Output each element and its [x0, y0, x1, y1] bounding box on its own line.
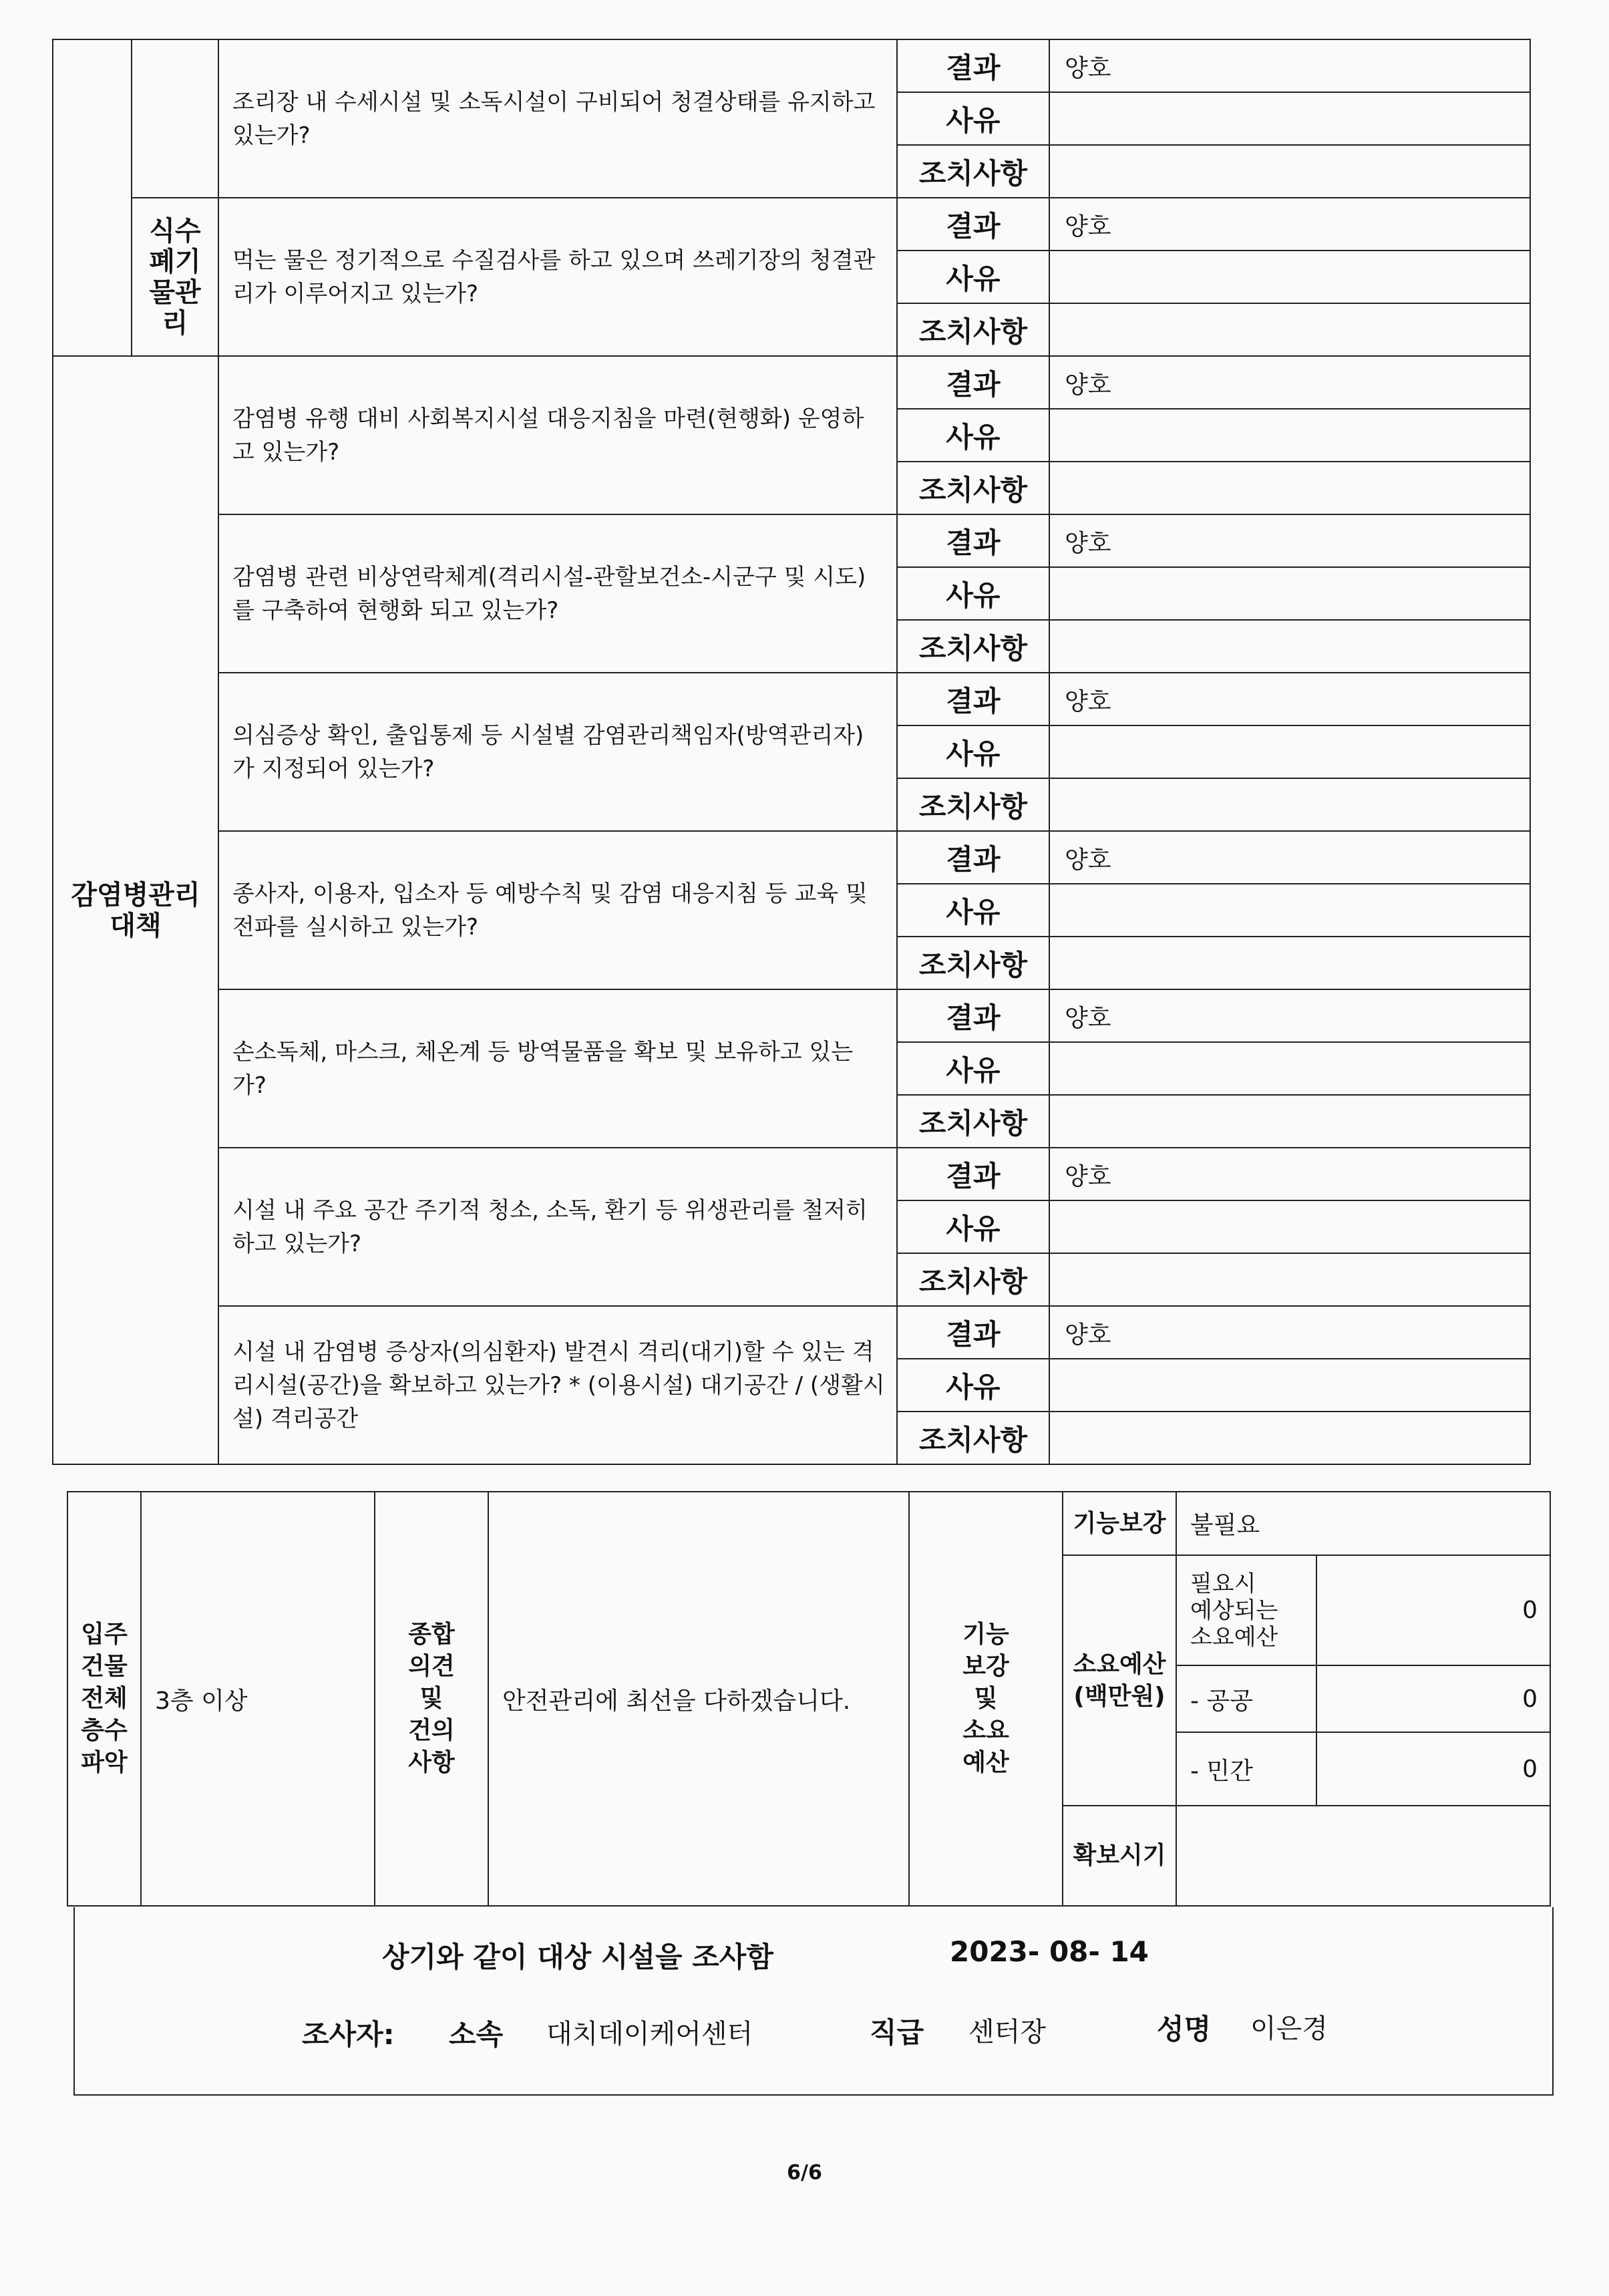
- result-label: 결과: [897, 989, 1049, 1042]
- category-infection: 감염병관리 대책: [53, 356, 218, 1464]
- question-text: 먹는 물은 정기적으로 수질검사를 하고 있으며 쓰레기장의 청결관리가 이루어지고 있는가?: [218, 198, 897, 356]
- func-label: 기능보강: [1063, 1492, 1176, 1555]
- action-label: 조치사항: [897, 145, 1049, 198]
- reason-value: [1049, 725, 1530, 778]
- result-value: 양호: [1049, 1148, 1530, 1200]
- affiliation-label: 소속: [449, 2018, 504, 2051]
- result-value: 양호: [1049, 1306, 1530, 1359]
- cost-label: 소요예산 (백만원): [1063, 1555, 1176, 1806]
- reason-value: [1049, 884, 1530, 937]
- result-value: 양호: [1049, 198, 1530, 251]
- budget-label: 기능 보강 및 소요 예산: [909, 1492, 1063, 1906]
- action-value: [1049, 620, 1530, 673]
- result-label: 결과: [897, 39, 1049, 92]
- result-label: 결과: [897, 198, 1049, 251]
- action-value: [1049, 1412, 1530, 1464]
- action-label: 조치사항: [897, 1095, 1049, 1148]
- public-label: - 공공: [1176, 1665, 1316, 1732]
- surveyor-label: 조사자:: [302, 2018, 395, 2051]
- blank-subcategory: [132, 39, 218, 198]
- question-text: 조리장 내 수세시설 및 소독시설이 구비되어 청결상태를 유지하고 있는가?: [218, 39, 897, 198]
- survey-date: 2023- 08- 14: [950, 1935, 1149, 1968]
- reason-value: [1049, 251, 1530, 303]
- action-label: 조치사항: [897, 1412, 1049, 1464]
- reason-label: 사유: [897, 1200, 1049, 1253]
- reason-label: 사유: [897, 884, 1049, 937]
- expected-value: 0: [1316, 1555, 1550, 1665]
- action-value: [1049, 778, 1530, 831]
- question-text: 시설 내 감염병 증상자(의심환자) 발견시 격리(대기)할 수 있는 격리시설(공간)을 확보하고 있는가? * (이용시설) 대기공간 / (생활시설) 격리공간: [218, 1306, 897, 1464]
- name-label: 성명: [1157, 2013, 1212, 2045]
- opinion-value: 안전관리에 최선을 다하겠습니다.: [488, 1492, 909, 1906]
- action-value: [1049, 303, 1530, 356]
- expected-label: 필요시 예상되는 소요예산: [1176, 1555, 1316, 1665]
- question-text: 시설 내 주요 공간 주기적 청소, 소독, 환기 등 위생관리를 철저히 하고 있는가?: [218, 1148, 897, 1306]
- summary-table: [67, 1491, 1551, 1907]
- action-value: [1049, 462, 1530, 514]
- private-value: 0: [1316, 1732, 1550, 1806]
- reason-value: [1049, 1359, 1530, 1412]
- reason-value: [1049, 92, 1530, 145]
- result-label: 결과: [897, 831, 1049, 884]
- action-label: 조치사항: [897, 303, 1049, 356]
- name-value: 이은경: [1250, 2013, 1328, 2044]
- reason-label: 사유: [897, 1359, 1049, 1412]
- blank-category: [53, 39, 132, 356]
- action-label: 조치사항: [897, 937, 1049, 989]
- reason-value: [1049, 567, 1530, 620]
- reason-label: 사유: [897, 1042, 1049, 1095]
- inspection-table: [52, 39, 1531, 1465]
- action-label: 조치사항: [897, 778, 1049, 831]
- action-value: [1049, 1095, 1530, 1148]
- secure-label: 확보시기: [1063, 1806, 1176, 1906]
- action-label: 조치사항: [897, 462, 1049, 514]
- public-value: 0: [1316, 1665, 1550, 1732]
- rank-value: 센터장: [968, 2017, 1046, 2047]
- result-label: 결과: [897, 1306, 1049, 1359]
- func-value: 불필요: [1176, 1492, 1550, 1555]
- reason-value: [1049, 1200, 1530, 1253]
- question-text: 감염병 관련 비상연락체계(격리시설-관할보건소-시군구 및 시도)를 구축하여 현행화 되고 있는가?: [218, 514, 897, 673]
- category-food-waste: 식수 폐기 물관 리: [132, 198, 218, 356]
- rank-label: 직급: [870, 2016, 924, 2049]
- survey-statement: 상기와 같이 대상 시설을 조사함: [382, 1941, 773, 1973]
- result-value: 양호: [1049, 356, 1530, 409]
- result-value: 양호: [1049, 831, 1530, 884]
- result-value: 양호: [1049, 673, 1530, 725]
- action-label: 조치사항: [897, 1253, 1049, 1306]
- question-text: 손소독체, 마스크, 체온계 등 방역물품을 확보 및 보유하고 있는가?: [218, 989, 897, 1148]
- action-label: 조치사항: [897, 620, 1049, 673]
- result-label: 결과: [897, 514, 1049, 567]
- floors-label: 입주 건물 전체 층수 파악: [67, 1492, 141, 1906]
- floors-value: 3층 이상: [141, 1492, 375, 1906]
- action-value: [1049, 937, 1530, 989]
- reason-value: [1049, 409, 1530, 462]
- reason-label: 사유: [897, 251, 1049, 303]
- page-number: 6/6: [787, 2161, 822, 2184]
- result-label: 결과: [897, 356, 1049, 409]
- reason-value: [1049, 1042, 1530, 1095]
- question-text: 의심증상 확인, 출입통제 등 시설별 감염관리책임자(방역관리자)가 지정되어 있는가?: [218, 673, 897, 831]
- affiliation-value: 대치데이케어센터: [546, 2019, 753, 2049]
- signature-block: [73, 1907, 1554, 2096]
- result-label: 결과: [897, 1148, 1049, 1200]
- reason-label: 사유: [897, 567, 1049, 620]
- result-value: 양호: [1049, 514, 1530, 567]
- secure-value: [1176, 1806, 1550, 1906]
- action-value: [1049, 1253, 1530, 1306]
- question-text: 종사자, 이용자, 입소자 등 예방수칙 및 감염 대응지침 등 교육 및 전파를 실시하고 있는가?: [218, 831, 897, 989]
- question-text: 감염병 유행 대비 사회복지시설 대응지침을 마련(현행화) 운영하고 있는가?: [218, 356, 897, 514]
- reason-label: 사유: [897, 409, 1049, 462]
- result-label: 결과: [897, 673, 1049, 725]
- result-value: 양호: [1049, 989, 1530, 1042]
- action-value: [1049, 145, 1530, 198]
- private-label: - 민간: [1176, 1732, 1316, 1806]
- opinion-label: 종합 의견 및 건의 사항: [375, 1492, 488, 1906]
- result-value: 양호: [1049, 39, 1530, 92]
- reason-label: 사유: [897, 725, 1049, 778]
- reason-label: 사유: [897, 92, 1049, 145]
